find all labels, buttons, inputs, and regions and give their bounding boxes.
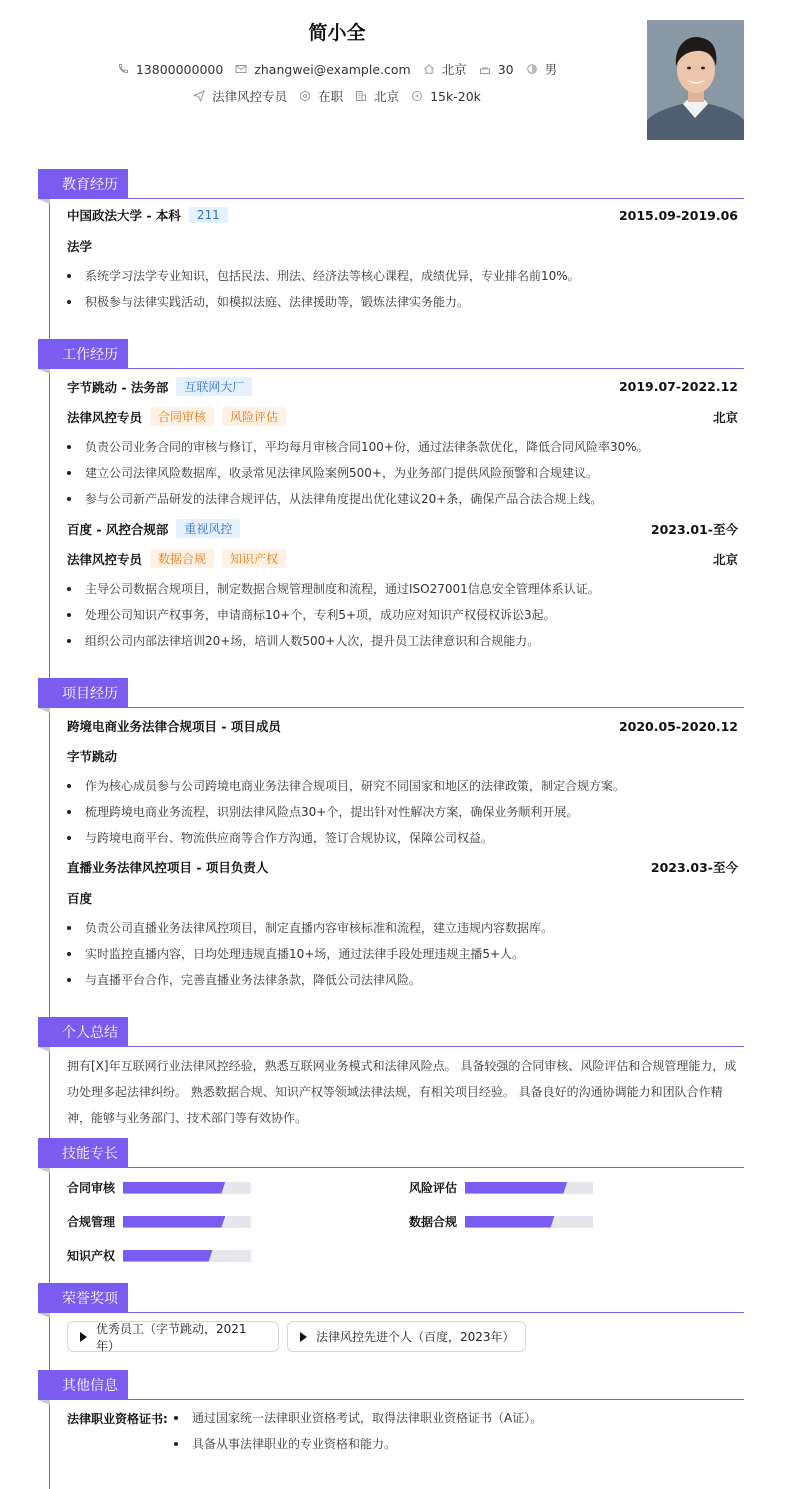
skill-name: 合同审核 xyxy=(67,1181,116,1195)
location-text: 北京 xyxy=(441,62,467,77)
project-bullets xyxy=(67,920,738,998)
skill-name: 合规管理 xyxy=(67,1215,116,1229)
section-fold xyxy=(38,1168,50,1173)
skill-bar xyxy=(465,1182,593,1194)
work-entry-header xyxy=(67,519,738,538)
list-item: 建立公司法律风险数据库，收录常见法律风险案例500+，为业务部门提供风险预警和合规建议。 xyxy=(67,465,738,491)
list-item: 组织公司内部法律培训20+场，培训人数500+人次，提升员工法律意识和合规能力。 xyxy=(67,633,738,659)
target-city-text: 北京 xyxy=(374,89,400,104)
section-fold xyxy=(38,708,50,713)
company-tag: 重视风控 xyxy=(176,519,240,538)
role-title: 法律风控专员 xyxy=(67,409,143,425)
section-fold xyxy=(38,1313,50,1318)
certificate-label: 法律职业资格证书: xyxy=(67,1412,168,1426)
phone-item xyxy=(117,62,223,77)
company-name: 字节跳动 - 法务部 xyxy=(67,379,169,395)
section-fold xyxy=(38,1400,50,1405)
phone-text: 13800000000 xyxy=(135,61,224,77)
portrait-image xyxy=(647,20,744,140)
project-entry-header xyxy=(67,858,738,876)
work-period: 2019.07-2022.12 xyxy=(618,379,738,394)
school-name: 中国政法大学 - 本科 xyxy=(67,208,181,223)
skill-bar xyxy=(123,1182,251,1194)
section-fold xyxy=(38,1047,50,1052)
work-city: 北京 xyxy=(712,409,738,425)
skill-bar-fill xyxy=(465,1182,567,1194)
list-item: 负责公司直播业务法律风控项目，制定直播内容审核标准和流程，建立违规内容数据库。 xyxy=(67,920,738,946)
section-title: 项目经历 xyxy=(38,678,128,708)
target-position-item xyxy=(193,87,287,105)
certificate-bullets xyxy=(174,1410,542,1462)
contact-row xyxy=(0,60,674,78)
work-bullets xyxy=(67,581,738,659)
section-divider xyxy=(128,1167,744,1168)
role-title: 法律风控专员 xyxy=(67,551,143,567)
section-title: 工作经历 xyxy=(38,339,128,369)
summary-text: 拥有[X]年互联网行业法律风控经验，熟悉互联网业务模式和法律风险点。 具备较强的合同审核、风险评估和合规管理能力，成功处理多起法律纠纷。 熟悉数据合规、知识产权等领域法律法规，有相关项目经验。 具备良好的沟通协调能力和团队合作精神，能够与业务部门、技术部门等有效协作。 xyxy=(67,1059,737,1125)
status-icon xyxy=(299,90,311,102)
work-period: 2023.01-至今 xyxy=(650,521,738,537)
list-item: 主导公司数据合规项目，制定数据合规管理制度和流程，通过ISO27001信息安全管理体系认证。 xyxy=(67,581,738,607)
skill-bar xyxy=(123,1250,251,1262)
list-item: 梳理跨境电商业务流程，识别法律风险点30+个，提出针对性解决方案，确保业务顺利开展。 xyxy=(67,804,738,830)
skill-item xyxy=(409,1213,593,1230)
target-position-text: 法律风控专员 xyxy=(212,89,288,104)
award-item[interactable] xyxy=(287,1321,526,1352)
list-item: 负责公司业务合同的审核与修订，平均每月审核合同100+份，通过法律条款优化，降低合同风险率30%。 xyxy=(67,439,738,465)
list-item: 具备从事法律职业的专业资格和能力。 xyxy=(174,1436,542,1462)
education-bullets xyxy=(67,268,738,320)
section-divider xyxy=(128,198,744,199)
project-period: 2023.03-至今 xyxy=(650,860,738,875)
job-intent-row xyxy=(0,87,674,105)
work-city: 北京 xyxy=(712,551,738,567)
send-icon xyxy=(193,90,205,102)
section-title: 荣誉奖项 xyxy=(38,1283,128,1313)
project-period: 2020.05-2020.12 xyxy=(618,718,738,734)
project-entry-header xyxy=(67,717,738,735)
salary-icon xyxy=(411,90,423,102)
section-divider xyxy=(128,1312,744,1313)
target-city-item xyxy=(355,87,399,105)
skill-bar xyxy=(465,1216,593,1228)
school-tag: 211 xyxy=(189,207,228,223)
status-text: 在职 xyxy=(318,89,344,104)
work-bullets xyxy=(67,439,738,517)
section-title: 个人总结 xyxy=(38,1017,128,1047)
list-item: 积极参与法律实践活动，如模拟法庭、法律援助等，锻炼法律实务能力。 xyxy=(67,294,738,320)
location-item xyxy=(423,60,467,78)
phone-icon xyxy=(117,63,129,75)
salary-item xyxy=(411,89,481,104)
list-item: 与跨境电商平台、物流供应商等合作方沟通，签订合规协议，保障公司权益。 xyxy=(67,830,738,856)
role-tag: 风险评估 xyxy=(222,407,286,426)
section-divider xyxy=(128,707,744,708)
skill-name: 风险评估 xyxy=(409,1181,458,1195)
section-title: 技能专长 xyxy=(38,1138,128,1168)
mail-icon xyxy=(235,63,247,75)
education-entry xyxy=(67,206,738,224)
caret-right-icon xyxy=(300,1332,307,1342)
award-item[interactable] xyxy=(67,1321,279,1352)
age-icon xyxy=(479,63,491,75)
candidate-name: 简小全 xyxy=(308,22,366,44)
role-tag: 知识产权 xyxy=(222,549,286,568)
skill-bar xyxy=(123,1216,251,1228)
email-text: zhangwei@example.com xyxy=(254,61,411,77)
work-role-row xyxy=(67,407,738,426)
skill-name: 数据合规 xyxy=(409,1215,458,1229)
company-name: 百度 - 风控合规部 xyxy=(67,521,169,537)
list-item: 处理公司知识产权事务，申请商标10+个，专利5+项，成功应对知识产权侵权诉讼3起。 xyxy=(67,607,738,633)
section-title: 其他信息 xyxy=(38,1370,128,1400)
gender-item xyxy=(526,60,558,78)
list-item: 通过国家统一法律职业资格考试，取得法律职业资格证书（A证）。 xyxy=(174,1410,542,1436)
work-entry-header xyxy=(67,377,738,396)
home-icon xyxy=(423,63,435,75)
company-tag: 互联网大厂 xyxy=(176,377,252,396)
project-title: 直播业务法律风控项目 - 项目负责人 xyxy=(67,860,269,875)
work-role-row xyxy=(67,549,738,568)
section-fold xyxy=(38,369,50,374)
project-org: 字节跳动 xyxy=(67,749,118,764)
list-item: 实时监控直播内容，日均处理违规直播10+场，通过法律手段处理违规主播5+人。 xyxy=(67,946,738,972)
award-text: 法律风控先进个人（百度，2023年） xyxy=(316,1330,515,1344)
skill-item xyxy=(67,1213,251,1230)
section-title: 教育经历 xyxy=(38,169,128,199)
gender-text: 男 xyxy=(544,62,558,77)
major: 法学 xyxy=(67,239,93,254)
skill-bar-fill xyxy=(123,1182,225,1194)
age-item xyxy=(479,62,514,77)
skill-bar-fill xyxy=(123,1250,213,1262)
resume-header xyxy=(0,0,794,150)
list-item: 系统学习法学专业知识，包括民法、刑法、经济法等核心课程，成绩优异，专业排名前10%。 xyxy=(67,268,738,294)
project-org: 百度 xyxy=(67,891,93,906)
section-divider xyxy=(128,1399,744,1400)
section-fold xyxy=(38,199,50,204)
skill-bar-fill xyxy=(465,1216,555,1228)
status-item xyxy=(299,87,343,105)
skill-item xyxy=(67,1247,251,1264)
gender-icon xyxy=(526,63,538,75)
building-icon xyxy=(355,90,367,102)
skill-name: 知识产权 xyxy=(67,1249,116,1263)
role-tag: 数据合规 xyxy=(150,549,214,568)
role-tag: 合同审核 xyxy=(150,407,214,426)
education-period: 2015.09-2019.06 xyxy=(618,207,738,223)
section-divider xyxy=(128,1046,744,1047)
skill-item xyxy=(67,1179,251,1196)
project-title: 跨境电商业务法律合规项目 - 项目成员 xyxy=(67,719,281,734)
age-text: 30 xyxy=(497,61,514,77)
skill-bar-fill xyxy=(123,1216,225,1228)
profile-photo xyxy=(647,20,744,140)
caret-right-icon xyxy=(80,1332,87,1342)
email-item xyxy=(235,62,410,77)
award-text: 优秀员工（字节跳动，2021年） xyxy=(96,1321,247,1353)
list-item: 与直播平台合作，完善直播业务法律条款，降低公司法律风险。 xyxy=(67,972,738,998)
list-item: 参与公司新产品研发的法律合规评估，从法律角度提出优化建议20+条，确保产品合法合规上线。 xyxy=(67,491,738,517)
skill-item xyxy=(409,1179,593,1196)
salary-text: 15k-20k xyxy=(430,88,481,104)
project-bullets xyxy=(67,778,738,856)
list-item: 作为核心成员参与公司跨境电商业务法律合规项目，研究不同国家和地区的法律政策，制定合规方案。 xyxy=(67,778,738,804)
section-divider xyxy=(128,368,744,369)
